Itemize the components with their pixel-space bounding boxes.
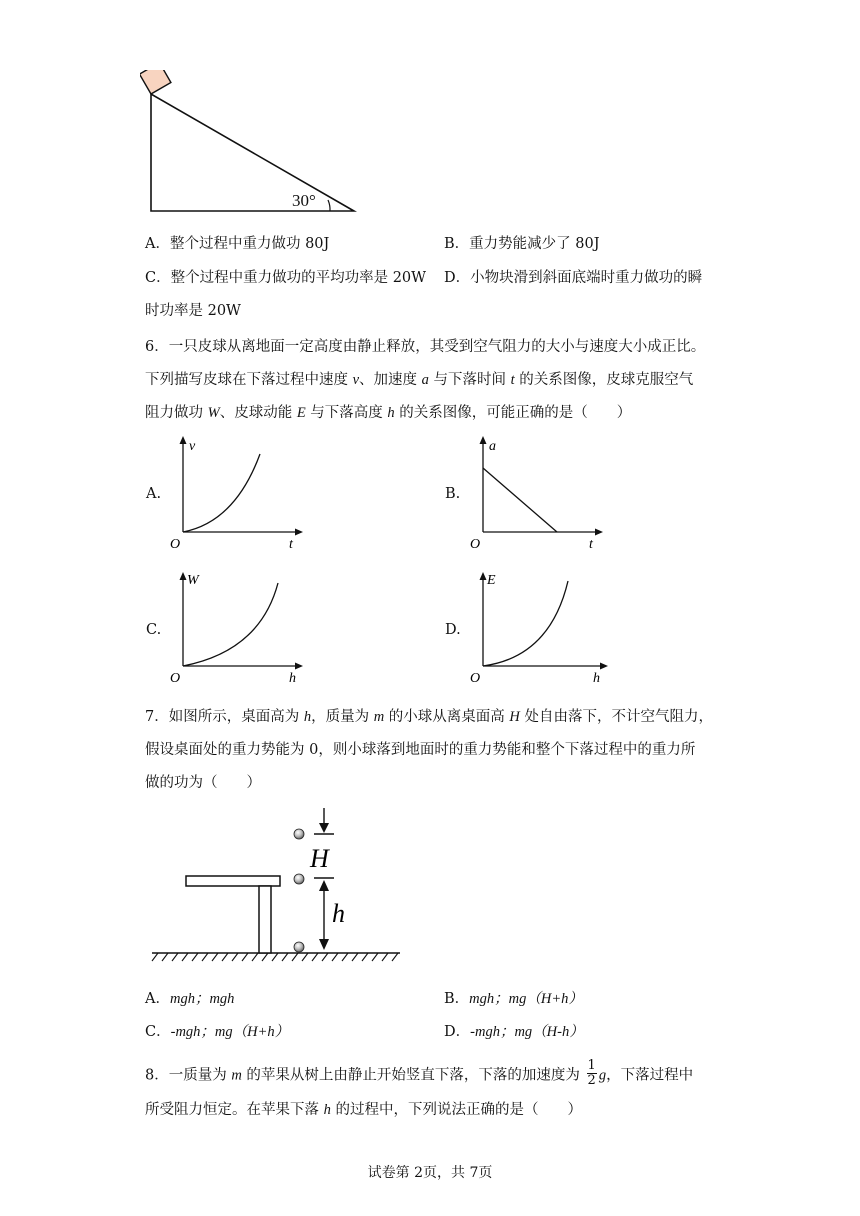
graph-a bbox=[165, 432, 310, 552]
q5-option-b: B．重力势能减少了 80J bbox=[444, 236, 600, 252]
graph-d-label: D. bbox=[445, 622, 461, 638]
graph-d-y-label: E bbox=[487, 573, 496, 588]
q5-option-d-cont: 时功率是 20W bbox=[145, 303, 241, 319]
graph-c-origin: O bbox=[170, 671, 181, 686]
graph-b bbox=[465, 432, 610, 552]
q6-line-1: 6．一只皮球从离地面一定高度由静止释放，其受到空气阻力的大小与速度大小成正比。 bbox=[145, 339, 706, 355]
q5-option-d: D．小物块滑到斜面底端时重力做功的瞬 bbox=[444, 270, 703, 286]
graph-d bbox=[465, 567, 615, 687]
graph-c-y-label: W bbox=[187, 573, 199, 588]
q8-line-1: 8．一质量为 m 的苹果从树上由静止开始竖直下落，下落的加速度为 $\frac{1}{2}$ g，下落过程中 bbox=[145, 1058, 694, 1088]
angle-label: 30° bbox=[292, 191, 316, 210]
graph-b-y-label: a bbox=[489, 439, 496, 454]
graph-c-label: C. bbox=[146, 622, 162, 638]
q7-line-1: 7．如图所示，桌面高为 h，质量为 m 的小球从离桌面高 H 处自由落下，不计空气阻力， bbox=[145, 709, 713, 725]
q7-option-d: D．-mgh；mg（H-h） bbox=[444, 1024, 584, 1040]
graph-a-label: A. bbox=[146, 486, 162, 502]
graph-c-x-label: h bbox=[289, 671, 296, 686]
page-footer: 试卷第 2页，共 7页 bbox=[367, 1165, 493, 1181]
graph-a-y-label: v bbox=[189, 439, 196, 454]
q7-option-a: A．mgh；mgh bbox=[145, 991, 235, 1007]
graph-b-origin: O bbox=[470, 537, 481, 552]
q5-option-a: A．整个过程中重力做功 80J bbox=[145, 236, 330, 252]
fraction-one-half: $\frac{1}{2}$ bbox=[587, 1058, 596, 1088]
graph-d-x-label: h bbox=[593, 671, 600, 686]
graph-d-origin: O bbox=[470, 671, 481, 686]
incline-figure bbox=[140, 70, 365, 220]
graph-a-origin: O bbox=[170, 537, 181, 552]
q6-line-3: 阻力做功 W、皮球动能 E 与下落高度 h 的关系图像，可能正确的是（ ） bbox=[145, 405, 632, 421]
q8-line-2: 所受阻力恒定。在苹果下落 h 的过程中，下列说法正确的是（ ） bbox=[145, 1102, 582, 1118]
graph-b-x-label: t bbox=[589, 537, 593, 552]
graph-b-label: B. bbox=[445, 486, 461, 502]
graph-c bbox=[165, 567, 310, 687]
q5-option-c: C．整个过程中重力做功的平均功率是 20W bbox=[145, 270, 427, 286]
table-ball-figure bbox=[148, 802, 408, 972]
fig-label-h: h bbox=[332, 899, 345, 928]
fig-label-H: H bbox=[310, 844, 329, 873]
q7-option-b: B．mgh；mg（H+h） bbox=[444, 991, 583, 1007]
q7-option-c: C．-mgh；mg（H+h） bbox=[145, 1024, 290, 1040]
q6-line-2: 下列描写皮球在下落过程中速度 v、加速度 a 与下落时间 t 的关系图像，皮球克服空气 bbox=[145, 372, 694, 388]
graph-a-x-label: t bbox=[289, 537, 293, 552]
q7-line-2: 假设桌面处的重力势能为 0，则小球落到地面时的重力势能和整个下落过程中的重力所 bbox=[145, 742, 696, 758]
q7-line-3: 做的功为（ ） bbox=[145, 775, 261, 791]
